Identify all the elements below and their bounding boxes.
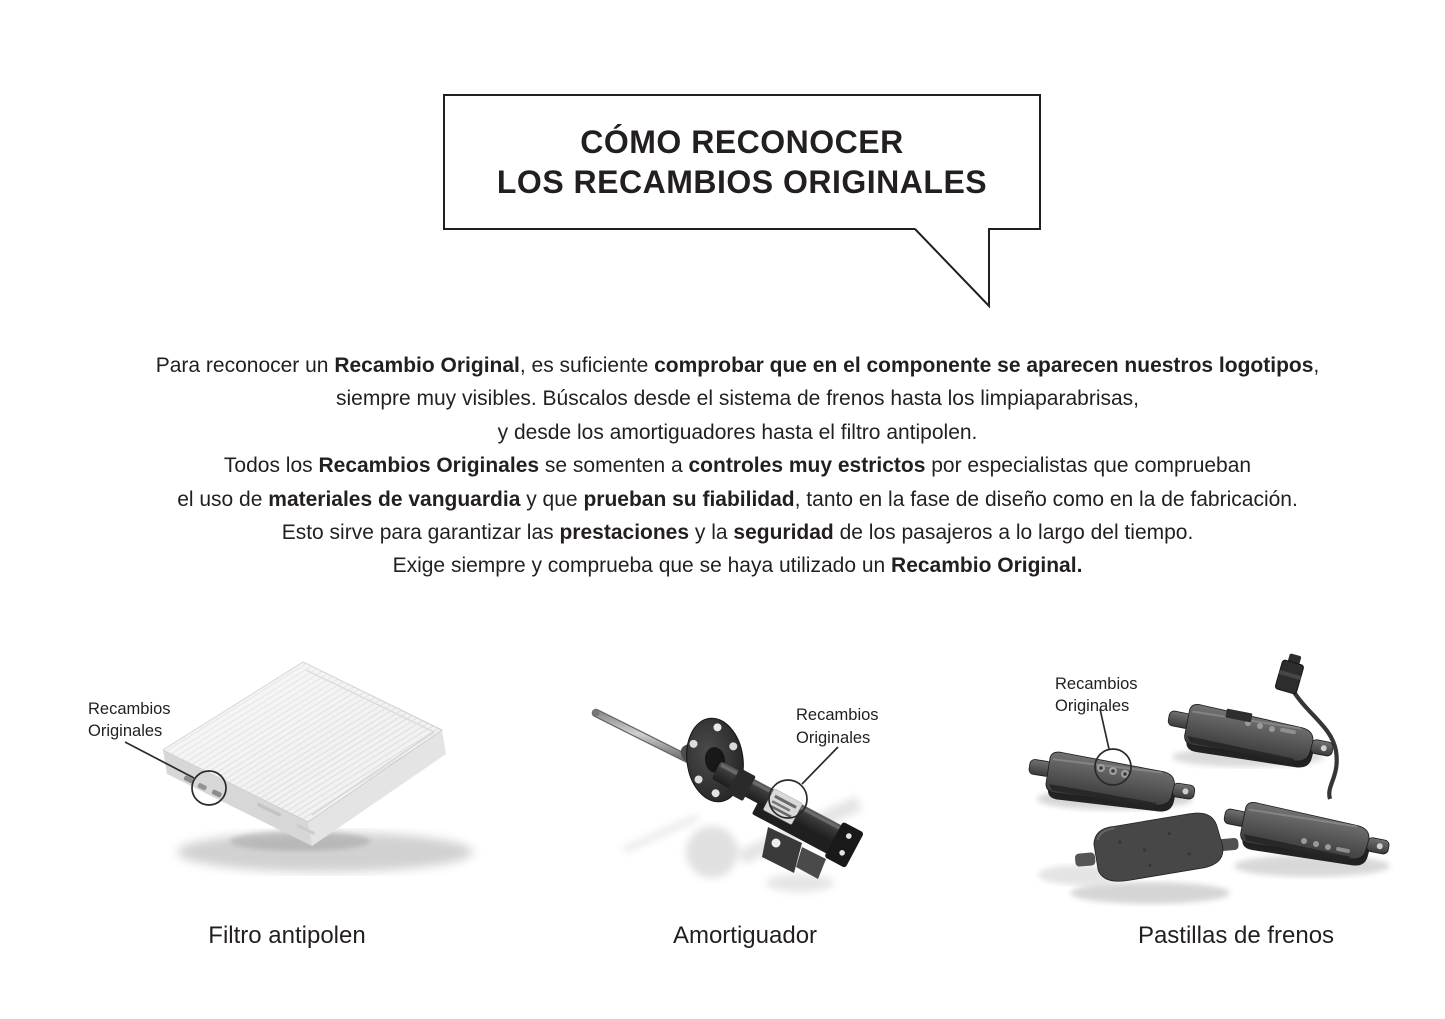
figure-caption-filtro: Filtro antipolen (208, 922, 366, 949)
title-speech-bubble (443, 94, 1041, 230)
intro-paragraph (15, 349, 1445, 583)
brake-pads-illustration (1020, 645, 1420, 910)
intro-line: y desde los amortiguadores hasta el filtro antipolen. (497, 420, 978, 444)
page-title-line1: CÓMO RECONOCER (580, 124, 904, 160)
recambios-label-line2: Originales (1055, 697, 1130, 715)
intro-line: el uso de materiales de vanguardia y que prueban su fiabilidad, tanto en la fase de diseño como en la de fabricación. (177, 487, 1298, 511)
recambios-label-line1: Recambios (88, 700, 171, 718)
wire-connector (1275, 652, 1307, 695)
figure-caption-pastillas: Pastillas de frenos (1137, 922, 1335, 949)
filter-slab (163, 662, 446, 846)
intro-line: Esto sirve para garantizar las prestaciones y la seguridad de los pasajeros a lo largo del tiempo. (281, 521, 1194, 545)
filter-shadow (177, 831, 473, 872)
intro-line: Exige siempre y comprueba que se haya utilizado un Recambio Original. (392, 554, 1083, 578)
pointer-line (1100, 709, 1109, 749)
pollen-filter-illustration (60, 645, 520, 907)
recambios-label-line2: Originales (796, 729, 871, 747)
intro-line: Para reconocer un Recambio Original, es suficiente comprobar que en el componente se aparecen nuestros logotipos, (155, 354, 1320, 377)
speech-bubble-tail (905, 228, 1000, 310)
pointer-line (802, 747, 838, 784)
shock-absorber-illustration (560, 645, 980, 910)
page-title-line2: LOS RECAMBIOS ORIGINALES (496, 164, 988, 200)
recambios-label-line1: Recambios (796, 706, 879, 724)
figure-caption-amortiguador: Amortiguador (672, 922, 818, 949)
intro-line: Todos los Recambios Originales se somenten a controles muy estrictos por especialistas que comprueban (223, 454, 1252, 478)
recambios-label-line1: Recambios (1055, 675, 1138, 693)
recambios-label-line2: Originales (88, 722, 163, 740)
intro-line: siempre muy visibles. Búscalos desde el sistema de frenos hasta los limpiaparabrisas, (335, 387, 1140, 411)
